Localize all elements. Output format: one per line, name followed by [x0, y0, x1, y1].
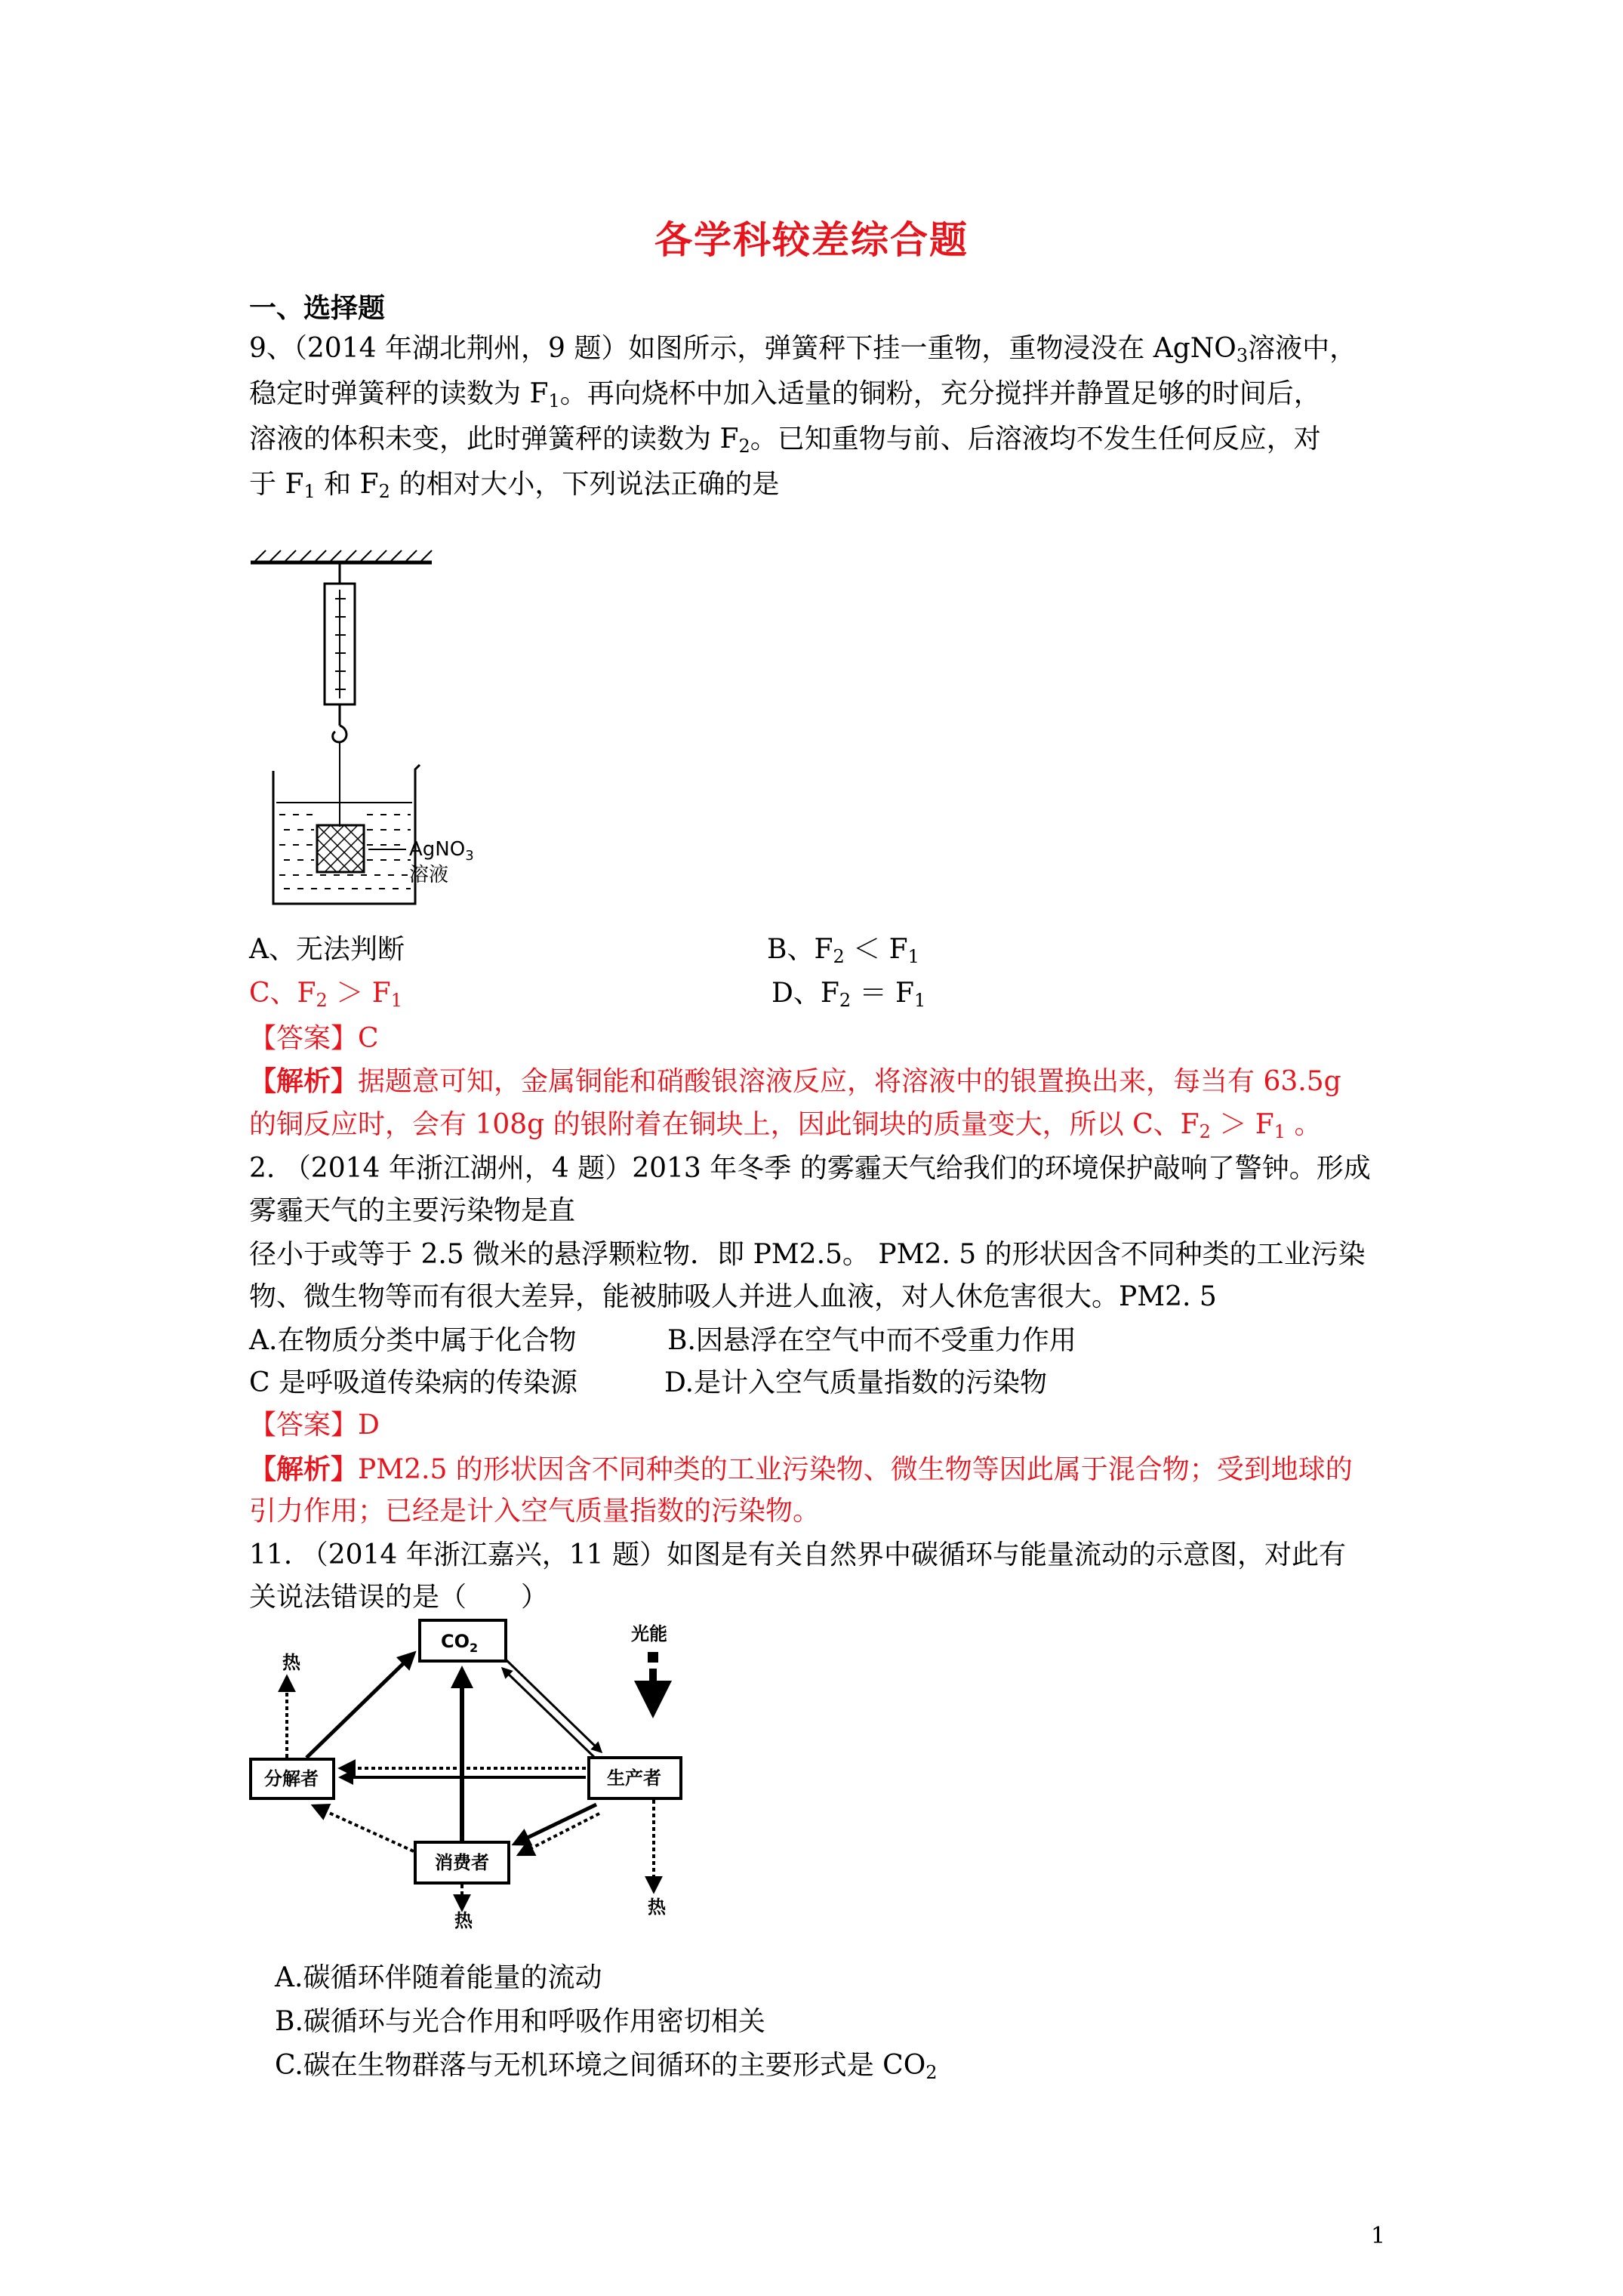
q9-option-a: A、无法判断: [249, 934, 405, 965]
q2-explanation-1: 【解析】PM2.5 的形状因含不同种类的工业污染物、微生物等因此属于混合物；受到地球的: [249, 1453, 1353, 1485]
section-heading: 一、选择题: [249, 292, 386, 324]
q2-option-d: D.是计入空气质量指数的污染物: [664, 1367, 1048, 1398]
q2-answer: 【答案】D: [249, 1410, 380, 1441]
co2-label: $CO_2$: [441, 1631, 479, 1655]
q11-line-1: 11. （2014 年浙江嘉兴，11 题）如图是有关自然界中碳循环与能量流动的示意图，对此有: [249, 1539, 1347, 1570]
page-number: 1: [1371, 2223, 1386, 2249]
q2-line-2: 雾霾天气的主要污染物是直: [249, 1195, 576, 1226]
light-energy-label: 光能: [631, 1623, 667, 1644]
heat-label-consumer: 热: [454, 1910, 473, 1931]
q9-line-1: 9、（2014 年湖北荆州，9 题）如图所示，弹簧秤下挂一重物，重物浸没在 AgNO$_3$溶液中，: [249, 333, 1357, 366]
consumer-label: 消费者: [435, 1852, 489, 1873]
q9-explanation-2: 的铜反应时，会有 108g 的银附着在铜块上，因此铜块的质量变大，所以 C、$F_2 > F_1$ 。: [249, 1109, 1322, 1142]
q11-line-2: 关说法错误的是（ ）: [249, 1582, 549, 1613]
q2-option-b: B.因悬浮在空气中而不受重力作用: [667, 1325, 1076, 1356]
heat-label-decomposer: 热: [282, 1652, 300, 1673]
q9-answer: 【答案】C: [249, 1023, 379, 1054]
agno3-label: AgNO$_3$: [409, 838, 474, 864]
q2-explanation-2: 引力作用；已经是计入空气质量指数的污染物。: [249, 1496, 821, 1527]
light-energy-icon: [648, 1652, 658, 1663]
q9-line-2: 稳定时弹簧秤的读数为 $F_1$。再向烧杯中加入适量的铜粉，充分搅拌并静置足够的时间后，: [249, 378, 1321, 411]
heat-label-producer: 热: [648, 1897, 666, 1918]
q11-option-a: A.碳循环伴随着能量的流动: [275, 1962, 602, 1993]
q2-line-1: 2. （2014 年浙江湖州，4 题）2013 年冬季 的雾霾天气给我们的环境保护敲响了警钟。形成: [249, 1153, 1371, 1184]
page-title: 各学科较差综合题: [654, 217, 969, 262]
q2-option-c: C 是呼吸道传染病的传染源: [249, 1367, 577, 1398]
q11-option-b: B.碳循环与光合作用和呼吸作用密切相关: [275, 2006, 765, 2037]
carbon-cycle-diagram: [242, 1614, 710, 1931]
q9-option-d: D、$F_2 = F_1$: [771, 978, 926, 1011]
q2-line-3: 径小于或等于 2.5 微米的悬浮颗粒物．即 PM2.5。 PM2. 5 的形状因含不同种类的工业污染: [249, 1239, 1366, 1270]
q9-line-3: 溶液的体积未变，此时弹簧秤的读数为 $F_2$。已知重物与前、后溶液均不发生任何反应，对: [249, 424, 1321, 457]
q9-line-4: 于 $F_1$ 和 $F_2$ 的相对大小，下列说法正确的是: [249, 469, 780, 502]
spring-scale-figure: [242, 540, 498, 910]
producer-label: 生产者: [607, 1767, 661, 1789]
q9-option-c: C、$F_2 > F_1$: [249, 978, 402, 1011]
q9-option-b: B、$F_2 < F_1$: [767, 934, 919, 967]
q2-line-4: 物、微生物等而有很大差异，能被肺吸人并进人血液，对人休危害很大。PM2. 5: [249, 1281, 1217, 1312]
q11-option-c: C.碳在生物群落与无机环境之间循环的主要形式是 $CO_2$: [275, 2050, 938, 2083]
solution-label: 溶液: [409, 864, 449, 886]
decomposer-label: 分解者: [264, 1768, 319, 1789]
q9-explanation-1: 【解析】据题意可知，金属铜能和硝酸银溶液反应，将溶液中的银置换出来，每当有 63.5g: [249, 1065, 1341, 1097]
q2-option-a: A.在物质分类中属于化合物: [249, 1325, 577, 1356]
